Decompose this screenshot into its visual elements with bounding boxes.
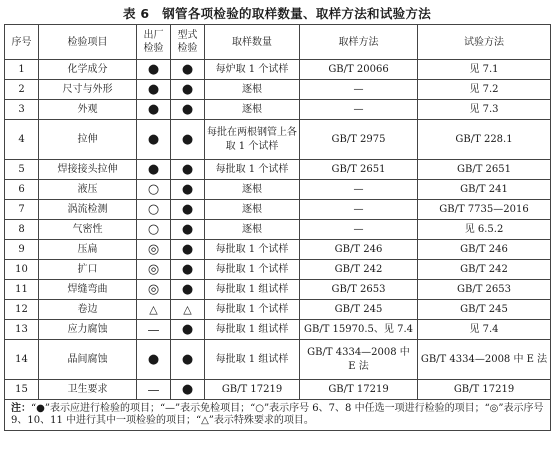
cell-qty: 每批取 1 个试样: [205, 260, 300, 280]
hollow-circle-mark: ○: [147, 222, 160, 237]
cell-test: GB/T 4334—2008 中 E 法: [418, 340, 551, 380]
cell-type-mark: [171, 180, 205, 200]
cell-method: GB/T 2653: [300, 280, 418, 300]
triangle-mark: △: [149, 303, 158, 316]
cell-test: 见 7.1: [418, 60, 551, 80]
table-row: [5, 200, 551, 220]
cell-item: 焊接接头拉伸: [39, 160, 137, 180]
header-factory-inspection: 出厂检验: [137, 25, 171, 60]
cell-qty: 每批取 1 组试样: [205, 320, 300, 340]
cell-type-mark: [171, 340, 205, 380]
cell-test: GB/T 245: [418, 300, 551, 320]
cell-item: 涡流检测: [39, 200, 137, 220]
solid-dot-mark: ●: [181, 202, 194, 217]
cell-test: GB/T 7735—2016: [418, 200, 551, 220]
cell-item: 扩口: [39, 260, 137, 280]
solid-dot-mark: ●: [181, 352, 194, 367]
cell-factory-mark: [137, 300, 171, 320]
solid-dot-mark: ●: [181, 162, 194, 177]
solid-dot-mark: ●: [181, 282, 194, 297]
solid-dot-mark: ●: [181, 82, 194, 97]
table-note: [5, 400, 551, 431]
solid-dot-mark: ●: [147, 352, 160, 367]
cell-factory-mark: [137, 200, 171, 220]
double-circle-mark: ◎: [147, 262, 160, 277]
cell-item: 化学成分: [39, 60, 137, 80]
cell-seq: 13: [5, 320, 39, 340]
cell-type-mark: [171, 240, 205, 260]
cell-seq: 4: [5, 120, 39, 160]
cell-seq: 12: [5, 300, 39, 320]
cell-seq: 15: [5, 380, 39, 400]
header-sample-quantity: 取样数量: [205, 25, 300, 60]
cell-factory-mark: [137, 220, 171, 240]
table-row: [5, 240, 551, 260]
double-circle-mark: ◎: [147, 242, 160, 257]
header-type-inspection: 型式检验: [171, 25, 205, 60]
cell-method: GB/T 17219: [300, 380, 418, 400]
cell-type-mark: [171, 120, 205, 160]
table-row: [5, 160, 551, 180]
cell-factory-mark: [137, 380, 171, 400]
cell-seq: 8: [5, 220, 39, 240]
dash-mark: —: [147, 322, 160, 337]
cell-test: 见 7.2: [418, 80, 551, 100]
cell-factory-mark: [137, 260, 171, 280]
table-row: [5, 180, 551, 200]
dash-mark: —: [147, 382, 160, 397]
cell-seq: 10: [5, 260, 39, 280]
cell-item: 尺寸与外形: [39, 80, 137, 100]
inspection-table: [4, 24, 551, 431]
solid-dot-mark: ●: [147, 82, 160, 97]
cell-method: —: [300, 80, 418, 100]
solid-dot-mark: ●: [181, 62, 194, 77]
cell-type-mark: [171, 320, 205, 340]
cell-qty: 每批取 1 个试样: [205, 160, 300, 180]
cell-method: GB/T 245: [300, 300, 418, 320]
cell-seq: 14: [5, 340, 39, 380]
table-row: [5, 340, 551, 380]
cell-item: 气密性: [39, 220, 137, 240]
cell-qty: 每批取 1 个试样: [205, 300, 300, 320]
header-test-method: 试验方法: [418, 25, 551, 60]
table-note-row: [5, 400, 551, 431]
cell-factory-mark: [137, 60, 171, 80]
cell-qty: 每批取 1 组试样: [205, 280, 300, 300]
cell-seq: 7: [5, 200, 39, 220]
table-row: [5, 100, 551, 120]
table-row: [5, 120, 551, 160]
note-label: 注：: [11, 403, 31, 414]
cell-type-mark: [171, 200, 205, 220]
cell-item: 焊缝弯曲: [39, 280, 137, 300]
cell-item: 应力腐蚀: [39, 320, 137, 340]
cell-qty: 每批在两根钢管上各取 1 个试样: [205, 120, 300, 160]
solid-dot-mark: ●: [181, 262, 194, 277]
header-sampling-method: 取样方法: [300, 25, 418, 60]
cell-method: GB/T 246: [300, 240, 418, 260]
table-row: [5, 300, 551, 320]
table-row: [5, 260, 551, 280]
cell-qty: 每批取 1 个试样: [205, 240, 300, 260]
table-row: [5, 380, 551, 400]
cell-method: GB/T 15970.5、见 7.4: [300, 320, 418, 340]
hollow-circle-mark: ○: [147, 202, 160, 217]
solid-dot-mark: ●: [147, 102, 160, 117]
table-header-row: [5, 25, 551, 60]
cell-method: GB/T 20066: [300, 60, 418, 80]
solid-dot-mark: ●: [181, 382, 194, 397]
cell-type-mark: [171, 280, 205, 300]
solid-dot-mark: ●: [147, 62, 160, 77]
solid-dot-mark: ●: [181, 132, 194, 147]
cell-factory-mark: [137, 100, 171, 120]
cell-type-mark: [171, 300, 205, 320]
cell-test: 见 6.5.2: [418, 220, 551, 240]
cell-seq: 5: [5, 160, 39, 180]
cell-factory-mark: [137, 180, 171, 200]
cell-type-mark: [171, 60, 205, 80]
table-row: [5, 80, 551, 100]
cell-factory-mark: [137, 80, 171, 100]
solid-dot-mark: ●: [147, 162, 160, 177]
cell-qty: 逐根: [205, 200, 300, 220]
cell-method: GB/T 2651: [300, 160, 418, 180]
header-item: 检验项目: [39, 25, 137, 60]
double-circle-mark: ◎: [147, 282, 160, 297]
cell-method: GB/T 4334—2008 中 E 法: [300, 340, 418, 380]
cell-type-mark: [171, 80, 205, 100]
cell-qty: 逐根: [205, 220, 300, 240]
cell-factory-mark: [137, 160, 171, 180]
cell-factory-mark: [137, 320, 171, 340]
cell-seq: 6: [5, 180, 39, 200]
table-row: [5, 280, 551, 300]
solid-dot-mark: ●: [147, 132, 160, 147]
cell-test: GB/T 242: [418, 260, 551, 280]
solid-dot-mark: ●: [181, 322, 194, 337]
cell-test: 见 7.4: [418, 320, 551, 340]
table-row: [5, 320, 551, 340]
cell-factory-mark: [137, 280, 171, 300]
hollow-circle-mark: ○: [147, 182, 160, 197]
cell-test: GB/T 246: [418, 240, 551, 260]
cell-seq: 3: [5, 100, 39, 120]
cell-item: 卷边: [39, 300, 137, 320]
cell-method: —: [300, 220, 418, 240]
cell-type-mark: [171, 220, 205, 240]
triangle-mark: △: [183, 303, 192, 316]
table-title: 表 6 钢管各项检验的取样数量、取样方法和试验方法: [122, 6, 432, 21]
cell-test: GB/T 17219: [418, 380, 551, 400]
cell-method: GB/T 242: [300, 260, 418, 280]
cell-item: 压扁: [39, 240, 137, 260]
cell-seq: 1: [5, 60, 39, 80]
cell-type-mark: [171, 100, 205, 120]
cell-method: —: [300, 180, 418, 200]
solid-dot-mark: ●: [181, 222, 194, 237]
cell-method: GB/T 2975: [300, 120, 418, 160]
cell-qty: GB/T 17219: [205, 380, 300, 400]
table-row: [5, 220, 551, 240]
cell-test: GB/T 241: [418, 180, 551, 200]
cell-item: 液压: [39, 180, 137, 200]
solid-dot-mark: ●: [181, 242, 194, 257]
cell-factory-mark: [137, 120, 171, 160]
cell-method: —: [300, 100, 418, 120]
cell-item: 拉伸: [39, 120, 137, 160]
cell-item: 卫生要求: [39, 380, 137, 400]
note-text: “●”表示应进行检验的项目；“—”表示免检项目；“○”表示序号 6、7、8 中任选一项进行检验的项目；“◎”表示序号 9、10、11 中进行其中一项检验的项目；“△”表示特殊要求的项目。: [11, 403, 544, 426]
cell-qty: 逐根: [205, 80, 300, 100]
cell-test: GB/T 2651: [418, 160, 551, 180]
cell-qty: 每炉取 1 个试样: [205, 60, 300, 80]
cell-method: —: [300, 200, 418, 220]
cell-qty: 逐根: [205, 180, 300, 200]
cell-test: GB/T 228.1: [418, 120, 551, 160]
cell-type-mark: [171, 380, 205, 400]
cell-seq: 9: [5, 240, 39, 260]
solid-dot-mark: ●: [181, 102, 194, 117]
table-row: [5, 60, 551, 80]
cell-qty: 每批取 1 组试样: [205, 340, 300, 380]
header-seq: 序号: [5, 25, 39, 60]
cell-type-mark: [171, 260, 205, 280]
cell-item: 外观: [39, 100, 137, 120]
cell-type-mark: [171, 160, 205, 180]
cell-item: 晶间腐蚀: [39, 340, 137, 380]
cell-factory-mark: [137, 340, 171, 380]
cell-factory-mark: [137, 240, 171, 260]
cell-seq: 2: [5, 80, 39, 100]
cell-seq: 11: [5, 280, 39, 300]
solid-dot-mark: ●: [181, 182, 194, 197]
cell-qty: 逐根: [205, 100, 300, 120]
cell-test: 见 7.3: [418, 100, 551, 120]
cell-test: GB/T 2653: [418, 280, 551, 300]
